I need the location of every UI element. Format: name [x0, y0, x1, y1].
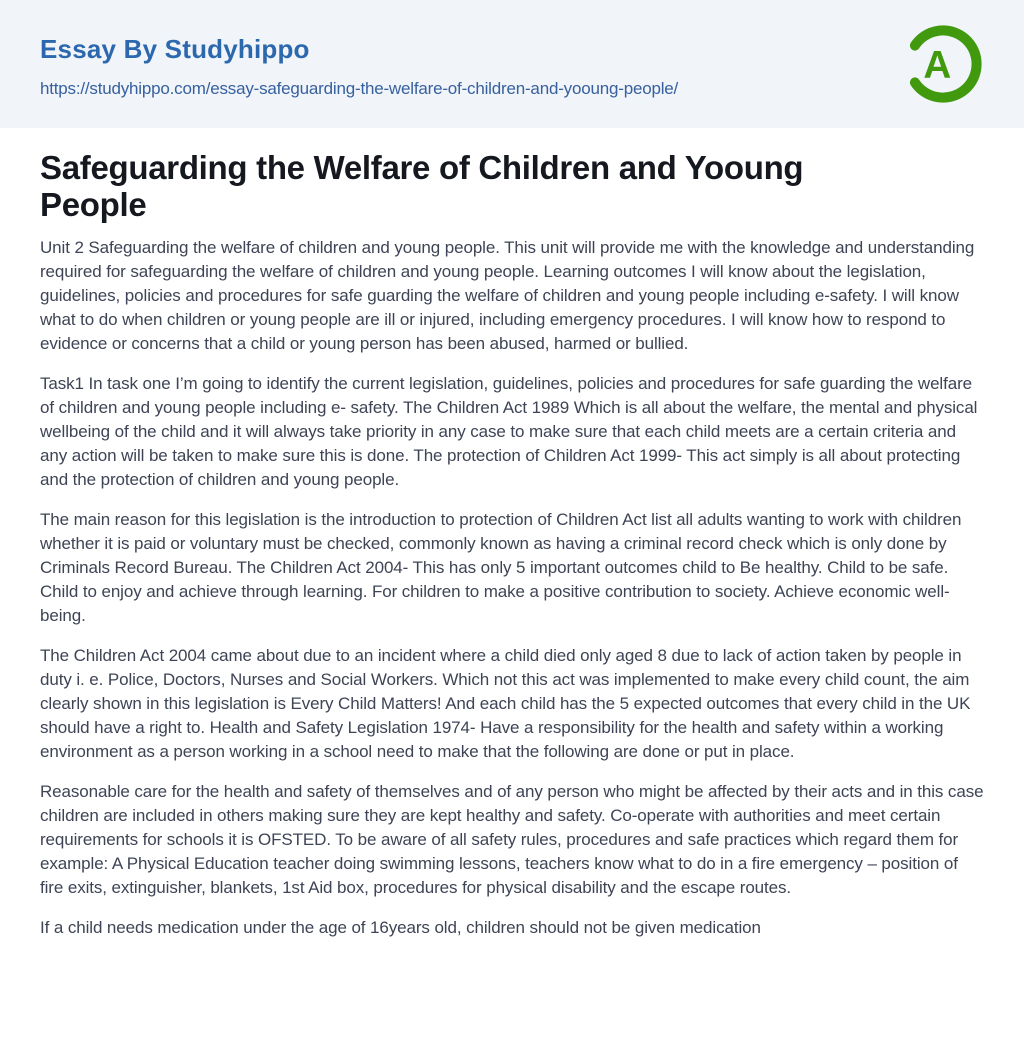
page-header: [0, 0, 1024, 128]
studyhippo-logo-icon: [902, 18, 986, 110]
paragraph: Unit 2 Safeguarding the welfare of children and young people. This unit will provide me with the knowledge and understanding required for safeguarding the welfare of children and young people. Learning outcomes I will know about the legislation, guidelines, policies and procedures for safe guarding the welfare of children and young people including e-safety. I will know what to do when children or young people are ill or injured, including emergency procedures. I will know how to respond to evidence or concerns that a child or young person has been abused, harmed or bullied.: [40, 238, 975, 353]
paragraph: If a child needs medication under the age of 16years old, children should not be given medication: [40, 918, 761, 937]
site-title: Essay By Studyhippo: [40, 33, 310, 64]
paragraph: Task1 In task one I’m going to identify the current legislation, guidelines, policies and procedures for safe guarding the welfare of children and young people including e- safety. The Children Act 1989 Which is all about the welfare, the mental and physical wellbeing of the child and it will always take priority in any case to make sure that each child meets are a certain criteria and any action will be taken to make sure this is done. The protection of Children Act 1999- This act simply is all about protecting and the protection of children and young people.: [40, 374, 978, 489]
essay-content: [0, 149, 1024, 940]
logo-ring-icon: [902, 18, 986, 110]
paragraph: Reasonable care for the health and safety of themselves and of any person who might be affected by their acts and in this case children are included in others making sure they are kept healthy and safety. Co-operate with authorities and meet certain requirements for schools it is OFSTED. To be aware of all safety rules, procedures and safe practices which regard them for example: A Physical Education teacher doing swimming lessons, teachers know what to do in a fire emergency – position of fire exits, extinguisher, blankets, 1st Aid box, procedures for physical disability and the escape routes.: [40, 782, 984, 897]
source-url: https://studyhippo.com/essay-safeguarding-the-welfare-of-children-and-yooung-people/: [40, 78, 679, 98]
paragraph: The Children Act 2004 came about due to an incident where a child died only aged 8 due to lack of action taken by people in duty i. e. Police, Doctors, Nurses and Social Workers. Which not this act was implemented to make every child count, the aim clearly shown in this legislation is Every Child Matters! And each child has the 5 expected outcomes that every child in the UK should have a right to. Health and Safety Legislation 1974- Have a responsibility for the health and safety within a working environment as a person working in a school need to make that the following are done or put in place.: [40, 646, 971, 761]
essay-title: Safeguarding the Welfare of Children and Yooung People: [40, 149, 804, 223]
header-text-block: [40, 30, 678, 99]
article-body: [40, 236, 984, 940]
paragraph: The main reason for this legislation is the introduction to protection of Children Act list all adults wanting to work with children whether it is paid or voluntary must be checked, commonly known as having a criminal record check which is only done by Criminals Record Bureau. The Children Act 2004- This has only 5 important outcomes child to Be healthy. Child to be safe. Child to enjoy and achieve through learning. For children to make a positive contribution to society. Achieve economic well-being.: [40, 510, 962, 625]
logo-letter: A: [923, 44, 952, 88]
